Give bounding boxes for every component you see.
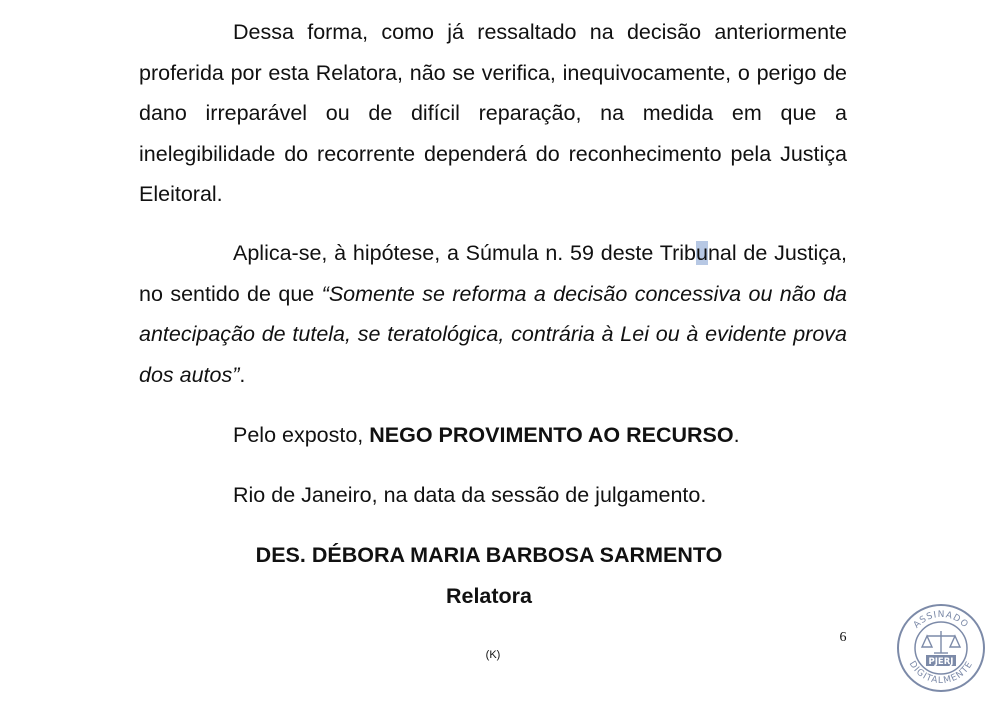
- paragraph-2-text-middle: nal de Justiça, no sentido de que: [139, 241, 847, 306]
- conclusion-line: [233, 420, 740, 450]
- seal-bottom-text: DIGITALMENTE: [906, 659, 976, 687]
- paragraph-2-text-start: Aplica-se, à hipótese, a Súmula n. 59 deste Trib: [233, 241, 696, 265]
- text-selection-highlight: u: [695, 241, 708, 265]
- conclusion-prefix: Pelo exposto,: [233, 423, 370, 447]
- seal-center-text: PJERJ: [928, 657, 954, 667]
- footer-code: (K): [485, 649, 501, 661]
- paragraph-1: Dessa forma, como já ressaltado na decisão anteriormente proferida por esta Relatora, não se verifica, inequivocamente, o perigo de dano irreparável ou de difícil reparação, na medida em que a inelegibilidade do recorrente dependerá do reconhecimento pela Justiça Eleitoral.: [139, 20, 847, 206]
- signatory-role: Relatora: [445, 584, 533, 608]
- place-date-line: Rio de Janeiro, na data da sessão de julgamento.: [233, 483, 707, 507]
- digital-signature-seal-icon: [896, 603, 986, 693]
- signatory-name: DES. DÉBORA MARIA BARBOSA SARMENTO: [255, 543, 723, 567]
- sumula-quote: “Somente se reforma a decisão concessiva ou não da antecipação de tutela, se teratológica, contrária à Lei ou à evidente prova dos autos”: [139, 281, 847, 387]
- paragraph-2: [139, 233, 847, 395]
- conclusion-suffix: .: [733, 423, 740, 447]
- page-number: 6: [839, 630, 847, 645]
- paragraph-2-text-end: .: [239, 362, 246, 387]
- seal-top-text: ASSINADO: [911, 609, 971, 631]
- decision-text: NEGO PROVIMENTO AO RECURSO: [369, 423, 734, 447]
